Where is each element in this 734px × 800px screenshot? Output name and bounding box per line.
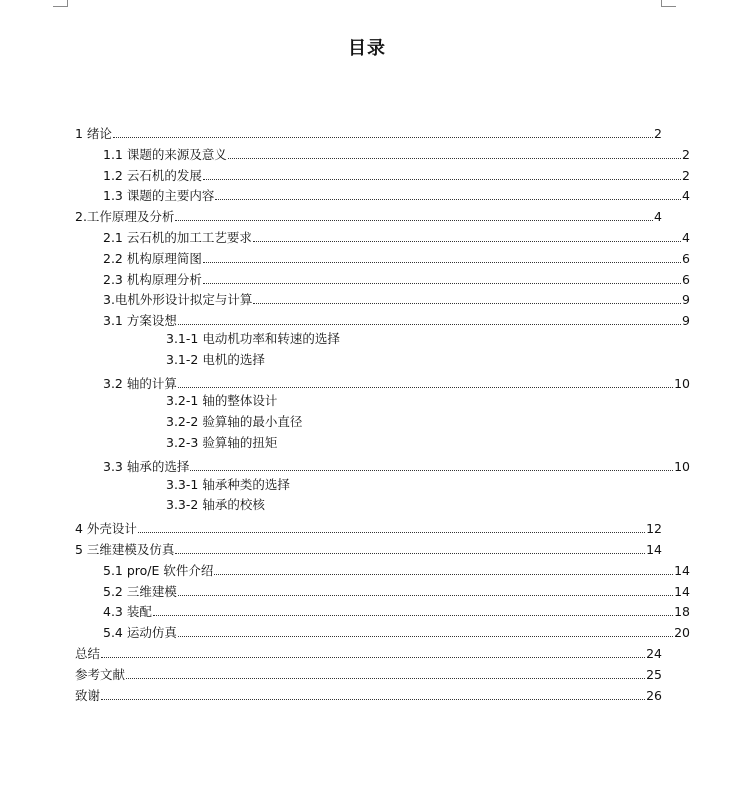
toc-entry[interactable] xyxy=(75,141,690,162)
toc-dot-leader xyxy=(203,283,681,284)
toc-entry-label: 3.电机外形设计拟定与计算 xyxy=(103,292,253,308)
toc-entry-label: 3.2-2 验算轴的最小直径 xyxy=(166,414,303,430)
toc-entry[interactable] xyxy=(75,203,662,224)
toc-entry[interactable] xyxy=(75,411,734,432)
toc-entry[interactable] xyxy=(75,598,690,619)
toc-entry[interactable] xyxy=(75,619,690,640)
toc-entry[interactable] xyxy=(75,182,690,203)
page-title: 目录 xyxy=(348,38,386,59)
toc-entry[interactable] xyxy=(75,266,690,287)
toc-dot-leader xyxy=(203,262,681,263)
toc-entry[interactable] xyxy=(75,120,662,141)
toc-dot-leader xyxy=(253,241,681,242)
toc-entry-label: 3.2-1 轴的整体设计 xyxy=(166,393,278,409)
toc-page-number: 10 xyxy=(674,375,690,391)
toc-entry-label: 致谢 xyxy=(75,687,101,703)
toc-entry-label: 参考文献 xyxy=(75,666,126,682)
toc-page-number: 9 xyxy=(682,292,690,308)
toc-entry-label: 总结 xyxy=(75,646,101,661)
toc-entry[interactable] xyxy=(75,682,662,703)
toc-entry-label: 3.1-2 电机的选择 xyxy=(166,351,265,367)
toc-dot-leader xyxy=(228,158,681,159)
toc-entry[interactable] xyxy=(75,536,662,557)
toc-entry[interactable] xyxy=(75,307,690,328)
toc-page-number: 24 xyxy=(646,646,662,661)
toc-entry[interactable] xyxy=(75,328,734,349)
toc-page-number: 20 xyxy=(674,625,690,641)
toc-entry-label: 4.3 装配 xyxy=(103,604,152,620)
toc-page-number: 18 xyxy=(674,604,690,620)
toc-entry-label: 3.3-2 轴承的校核 xyxy=(166,497,265,513)
toc-page-number: 4 xyxy=(682,188,690,204)
toc-entry[interactable] xyxy=(75,432,734,453)
toc-entry-label: 2.3 机构原理分析 xyxy=(103,271,202,287)
toc-entry-label: 1.3 课题的主要内容 xyxy=(103,188,215,204)
toc-entry[interactable] xyxy=(75,515,662,536)
toc-entry-label: 1.1 课题的来源及意义 xyxy=(103,146,227,162)
toc-entry[interactable] xyxy=(75,349,734,370)
toc-entry[interactable] xyxy=(75,245,690,266)
toc-dot-leader xyxy=(153,615,673,616)
toc-dot-leader xyxy=(175,220,653,221)
toc-entry[interactable] xyxy=(75,578,690,599)
toc-page-number: 2 xyxy=(682,167,690,183)
toc-page-number: 9 xyxy=(682,313,690,329)
toc-page-number: 6 xyxy=(682,250,690,266)
toc-page-number: 2 xyxy=(654,126,662,141)
toc-entry-label: 3.3 轴承的选择 xyxy=(103,458,190,474)
toc-dot-leader xyxy=(253,303,681,304)
toc-page-number: 25 xyxy=(646,666,662,682)
toc-dot-leader xyxy=(101,699,645,700)
toc-entry-label: 5.4 运动仿真 xyxy=(103,625,177,641)
toc-dot-leader xyxy=(175,553,645,554)
toc-entry[interactable] xyxy=(75,661,662,682)
toc-page-number: 4 xyxy=(654,209,662,225)
toc-dot-leader xyxy=(214,574,673,575)
toc-page-number: 14 xyxy=(646,542,662,557)
toc-entry-label: 2.工作原理及分析 xyxy=(75,209,175,225)
toc-entry-label: 5.1 pro/E 软件介绍 xyxy=(103,562,214,578)
toc-entry-label: 1 绪论 xyxy=(75,126,112,141)
toc-entry-label: 3.3-1 轴承种类的选择 xyxy=(166,476,290,492)
crop-mark-top-left xyxy=(53,0,68,7)
toc-dot-leader xyxy=(203,179,681,180)
toc-entry[interactable] xyxy=(75,286,690,307)
toc-page-number: 14 xyxy=(674,562,690,578)
toc-dot-leader xyxy=(101,657,645,658)
toc-dot-leader xyxy=(113,137,653,138)
toc-dot-leader xyxy=(190,470,673,471)
toc-dot-leader xyxy=(178,324,681,325)
toc-entry[interactable] xyxy=(75,162,690,183)
toc-entry[interactable] xyxy=(75,557,690,578)
toc-entry-label: 3.2 轴的计算 xyxy=(103,375,177,391)
toc-dot-leader xyxy=(215,199,681,200)
toc-entry-label: 3.1-1 电动机功率和转速的选择 xyxy=(166,331,340,346)
toc-entry-label: 3.1 方案设想 xyxy=(103,313,177,329)
crop-mark-top-right xyxy=(661,0,676,7)
toc-entry-label: 2.2 机构原理简图 xyxy=(103,250,202,266)
toc-page-number: 26 xyxy=(646,687,662,703)
toc-entry[interactable] xyxy=(75,390,734,411)
toc-page-number: 2 xyxy=(682,146,690,162)
toc-page-number: 10 xyxy=(674,458,690,474)
toc-entry-label: 4 外壳设计 xyxy=(75,521,137,537)
toc-entry[interactable] xyxy=(75,640,662,661)
toc-entry-label: 2.1 云石机的加工工艺要求 xyxy=(103,230,252,245)
toc-dot-leader xyxy=(178,636,673,637)
toc-page-number: 14 xyxy=(674,583,690,599)
toc-page-number: 4 xyxy=(682,230,690,245)
toc-page-number: 12 xyxy=(646,521,662,537)
toc-dot-leader xyxy=(126,678,645,679)
toc-entry[interactable] xyxy=(75,224,690,245)
toc-entry-label: 1.2 云石机的发展 xyxy=(103,167,202,183)
toc-dot-leader xyxy=(138,532,645,533)
toc-entry[interactable] xyxy=(75,370,690,391)
toc-dot-leader xyxy=(178,595,673,596)
toc-entry[interactable] xyxy=(75,453,690,474)
toc-entry-label: 3.2-3 验算轴的扭矩 xyxy=(166,435,278,450)
toc-entry[interactable] xyxy=(75,474,734,495)
toc-page-number: 6 xyxy=(682,271,690,287)
toc-dot-leader xyxy=(178,387,673,388)
toc-entry-label: 5 三维建模及仿真 xyxy=(75,542,175,557)
toc-entry[interactable] xyxy=(75,494,734,515)
toc-entry-label: 5.2 三维建模 xyxy=(103,583,177,599)
